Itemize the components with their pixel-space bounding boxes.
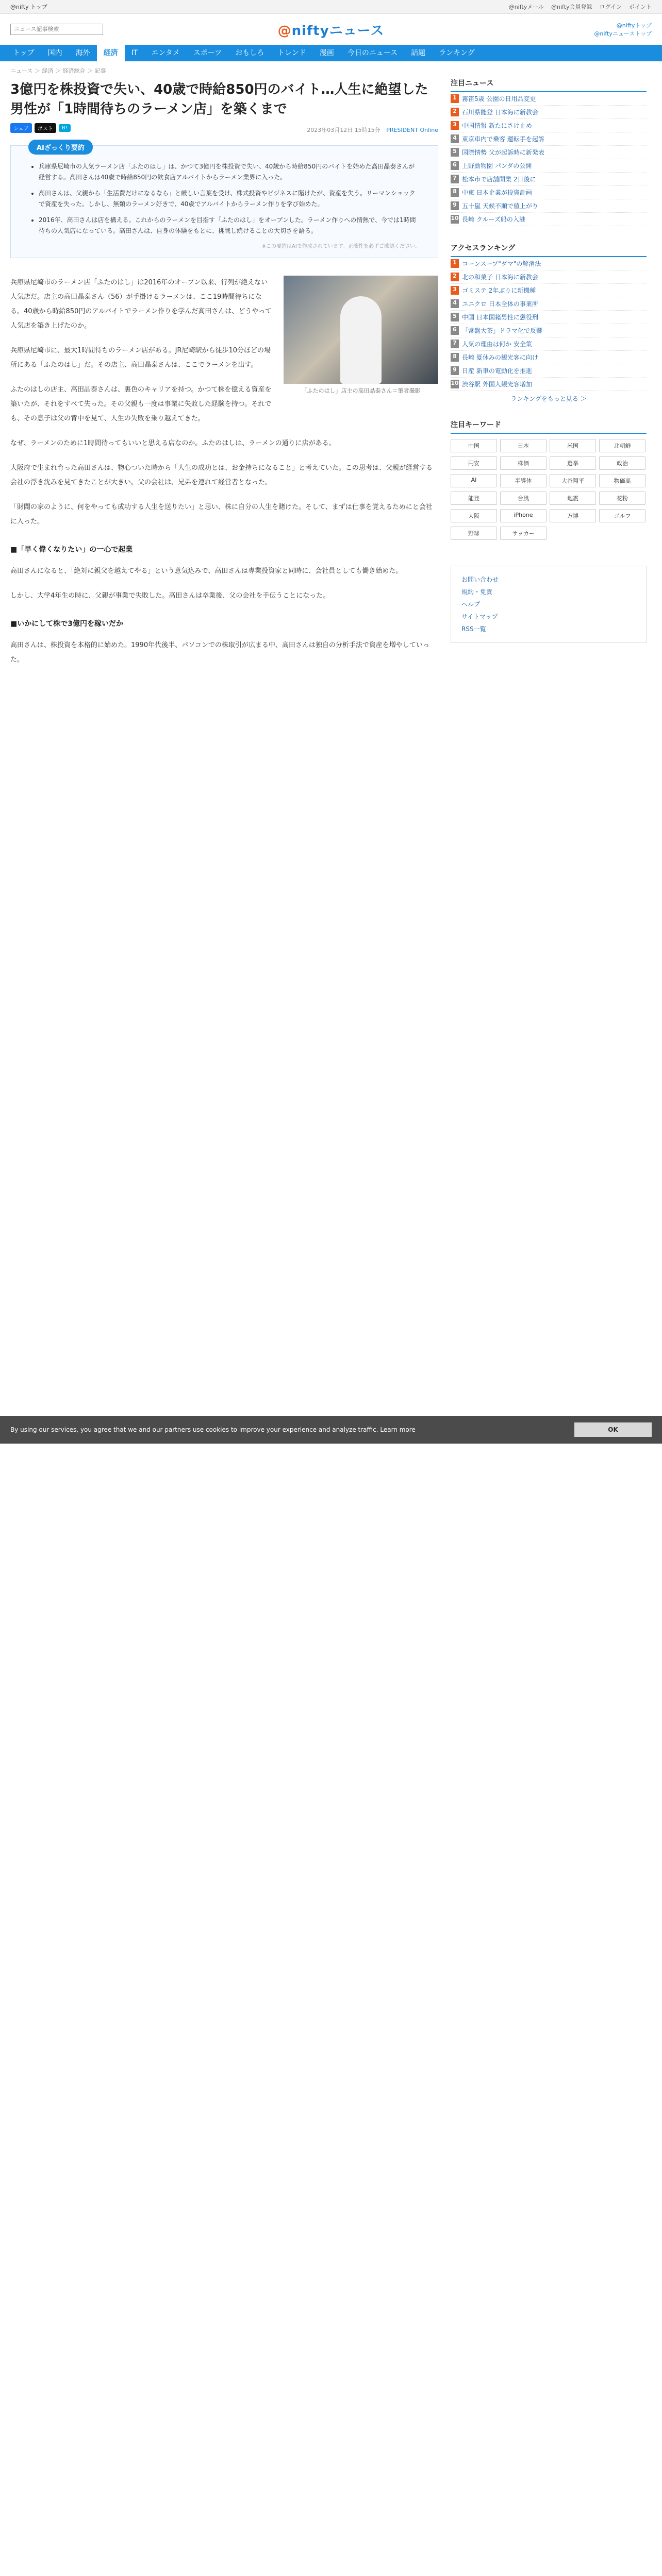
x-post-button[interactable]: ポスト: [35, 123, 56, 133]
focus-news-list: [451, 92, 647, 226]
keyword-tags: [451, 434, 647, 545]
nav-item-sports[interactable]: スポーツ: [193, 49, 222, 57]
article-date: 2023年03月12日 15時15分: [307, 127, 380, 133]
photo-caption: 「ふたのはし」店主の高田晶泰さん＝筆者撮影: [301, 387, 421, 394]
keyword-tag[interactable]: 日本: [500, 439, 547, 452]
access-ranking-heading: アクセスランキング: [451, 235, 647, 257]
hatena-bookmark-button[interactable]: B!: [59, 124, 71, 132]
keyword-tag[interactable]: 中国: [451, 439, 497, 452]
access-ranking-item[interactable]: 6 「常盤大茶」ドラマ化で反響: [451, 324, 647, 337]
site-header: [0, 14, 662, 45]
access-ranking-item[interactable]: 8 長崎 夏休みの観光客に向け: [451, 351, 647, 364]
header-links: [559, 21, 652, 38]
article-title: 3億円を株投資で失い、40歳で時給850円のバイト…人生に絶望した男性が「1時間待ちのラーメン店」を築くまで: [10, 82, 428, 117]
sidebar: [451, 61, 647, 677]
paragraph: 大阪府で生まれ育った高田さんは、物心ついた時から「人生の成功とは、お金持ちになること」と考えていた。この思考は、父親が経営する会社の浮き沈みを見てきたことが大きい。父の会社は、兄弟を連れて経営者となった。: [10, 464, 433, 486]
keyword-tag[interactable]: 政治: [599, 456, 646, 470]
keyword-tag[interactable]: 半導体: [500, 474, 547, 487]
cookie-consent-banner: [0, 1416, 662, 1444]
access-ranking-item[interactable]: 3 ゴミステ 2年ぶりに新機種: [451, 284, 647, 297]
keyword-tag[interactable]: 野球: [451, 527, 497, 540]
link-contact[interactable]: お問い合わせ: [461, 576, 499, 583]
nav-item-domestic[interactable]: 国内: [47, 49, 62, 57]
access-ranking-item[interactable]: 4 ユニクロ 日本全体の事業所: [451, 297, 647, 311]
section-heading: ■いかにして株で3億円を稼いだか: [10, 620, 123, 628]
access-ranking-list: [451, 257, 647, 391]
keyword-tag[interactable]: 花粉: [599, 492, 646, 505]
link-sitemap[interactable]: サイトマップ: [461, 613, 498, 620]
cookie-ok-button[interactable]: OK: [574, 1422, 652, 1437]
access-ranking-item[interactable]: 1 コーンスープ"ダマ"の解消法: [451, 257, 647, 270]
ranking-heading: 注目ニュース: [451, 71, 647, 92]
keyword-tag[interactable]: サッカー: [500, 527, 547, 540]
keyword-tag[interactable]: iPhone: [500, 509, 547, 522]
facebook-share-button[interactable]: シェア: [10, 123, 32, 133]
paragraph: 兵庫県尼崎市のラーメン店「ふたのはし」は2016年のオープン以来、行列が絶えない人気店だ。店主の高田晶泰さん（56）が手掛けるラーメンは、ここ19時間待ちになる。40歳から時給850円のアルバイトでラーメン作りを学んだ高田さんは、どうやって人気店を築き上げたのか。: [10, 279, 272, 330]
summary-item: • 兵庫県尼崎市の人気ラーメン店「ふたのはし」は、かつて3億円を株投資で失い、40歳から時給850円のバイトを始めた高田晶泰さんが経営する。高田さんは40歳で時給850円の飲食店アルバイトからラーメン業界に入った。: [39, 161, 420, 183]
keyword-tag[interactable]: 物価高: [599, 474, 646, 487]
section-heading: ■「早く偉くなりたい」の一心で起業: [10, 546, 133, 554]
nav-item-it[interactable]: IT: [131, 49, 138, 57]
paragraph: 高田さんになると、「絶対に親父を越えてやる」という意気込みで、高田さんは専業投資家と同時に、会社員としても働き始めた。: [10, 567, 403, 575]
paragraph: しかし、大学4年生の時に、父親が事業で失敗した。高田さんは卒業後、父の会社を手伝うことになった。: [10, 592, 330, 600]
nav-item-topic[interactable]: 話題: [411, 49, 426, 57]
keyword-tag[interactable]: 北朝鮮: [599, 439, 646, 452]
ranking-item[interactable]: 2 石川県能登 日本海に新教会: [451, 106, 647, 119]
access-ranking-item[interactable]: 2 北の和菓子 日本海に新教会: [451, 270, 647, 284]
keyword-tag[interactable]: 株価: [500, 456, 547, 470]
nav-item-trend[interactable]: トレンド: [277, 49, 306, 57]
keyword-tag[interactable]: 地震: [550, 492, 596, 505]
main-content: [0, 61, 662, 677]
keyword-tag[interactable]: 万博: [550, 509, 596, 522]
ranking-item[interactable]: 1 霧笛5歳 公園の日用品変更: [451, 92, 647, 106]
topbar-link-login[interactable]: ログイン: [599, 4, 622, 10]
sidebar-links-box: [451, 566, 647, 643]
topbar-link-register[interactable]: @nifty会員登録: [551, 4, 592, 10]
ranking-item[interactable]: 5 国際情勢 父が起訴時に新発表: [451, 146, 647, 159]
topbar-link-point[interactable]: ポイント: [629, 4, 652, 10]
search-input[interactable]: [10, 24, 103, 35]
keyword-tag[interactable]: 円安: [451, 456, 497, 470]
link-terms[interactable]: 規約・免責: [461, 588, 493, 596]
topbar-home-link[interactable]: @nifty トップ: [10, 4, 47, 10]
ranking-item[interactable]: 3 中国情報 新たにさけ止め: [451, 119, 647, 132]
paragraph: 兵庫県尼崎市に、最大1時間待ちのラーメン店がある。JR尼崎駅から徒歩10分ほどの場所にある「ふたのはし」だ。その店主、高田晶泰さんは、ここでラーメンを出す。: [10, 347, 271, 369]
ranking-item[interactable]: 7 松本市で店舗開業 2日後に: [451, 173, 647, 186]
summary-item: • 高田さんは、父親から「生活費だけになるなら」と厳しい言葉を受け、株式投資やビジネスに賭けたが、資産を失う。リーマンショックで資産を失った。しかし、無類のラーメン好きで、40歳でアルバイトからラーメン作りを学び始めた。: [39, 188, 420, 210]
access-ranking-item[interactable]: 10 渋谷駅 外国人観光客増加: [451, 378, 647, 391]
nav-item-top[interactable]: トップ: [13, 49, 35, 57]
keyword-tag[interactable]: 台風: [500, 492, 547, 505]
ranking-item[interactable]: 4 東京車内で乗客 運転手を起訴: [451, 132, 647, 146]
paragraph: なぜ、ラーメンのために1時間待ってもいいと思える店なのか。ふたのはしは、ラーメンの通りに店がある。: [10, 439, 336, 447]
ranking-more-link[interactable]: ランキングをもっと見る ＞: [510, 395, 587, 402]
access-ranking-item[interactable]: 7 人気の理由は何か 安全策: [451, 337, 647, 351]
article-meta: [10, 126, 438, 134]
ai-summary-box: [10, 145, 438, 258]
link-help[interactable]: ヘルプ: [461, 601, 481, 608]
keyword-tag[interactable]: 大谷翔平: [550, 474, 596, 487]
link-rss[interactable]: RSS一覧: [461, 625, 486, 633]
site-logo[interactable]: @niftyニュース: [277, 23, 385, 39]
nav-item-today[interactable]: 今日のニュース: [347, 49, 398, 57]
keyword-tag[interactable]: ゴルフ: [599, 509, 646, 522]
keyword-tag[interactable]: 大阪: [451, 509, 497, 522]
ranking-item[interactable]: 9 五十嵐 天候不順で値上がり: [451, 199, 647, 213]
category-nav: [0, 45, 662, 61]
paragraph: 高田さんは、株投資を本格的に始めた。1990年代後半、パソコンでの株取引が広まる中、高田さんは独自の分析手法で資産を増やしていった。: [10, 641, 429, 664]
article-body: [10, 276, 438, 667]
keyword-tag[interactable]: 選挙: [550, 456, 596, 470]
summary-note: ※この要約はAIで作成されています。正確性を必ずご確認ください。: [261, 244, 420, 249]
keyword-tag[interactable]: 米国: [550, 439, 596, 452]
keywords-heading: 注目キーワード: [451, 412, 647, 434]
paragraph: 「財閥の家のように、何をやっても成功する人生を送りたい」と思い、株に自分の人生を賭けた。そして、まずは仕事を覚えるためにと会社に入った。: [10, 503, 433, 526]
nav-item-fun[interactable]: おもしろ: [235, 49, 264, 57]
keyword-tag[interactable]: 能登: [451, 492, 497, 505]
nav-item-economy[interactable]: 経済: [97, 45, 125, 61]
keyword-tag[interactable]: AI: [451, 474, 497, 487]
ranking-item[interactable]: 8 中東 日本企業が投資計画: [451, 186, 647, 199]
header-link-top[interactable]: @niftyトップ: [616, 22, 652, 29]
summary-item: • 2016年、高田さんは店を構える。これからのラーメンを目指す「ふたのはし」をオープンした。ラーメン作りへの情熱で、今では1時間待ちの人気店になっている。高田さんは、自身の体験をもとに、挑戦し続けることの大切さを語る。: [39, 215, 420, 236]
ranking-item[interactable]: 10 長崎 クルーズ船の入港: [451, 213, 647, 226]
cookie-consent-text: By using our services, you agree that we and our partners use cookies to improve your experience and analyze traffic. Learn more: [10, 1426, 416, 1433]
nav-item-ranking[interactable]: ランキング: [439, 49, 475, 57]
article-source[interactable]: PRESIDENT Online: [386, 127, 438, 133]
access-ranking-item[interactable]: 5 中国 日本国籍男性に懲役刑: [451, 311, 647, 324]
nav-item-entertainment[interactable]: エンタメ: [151, 49, 180, 57]
topbar-link-mail[interactable]: @niftyメール: [508, 4, 544, 10]
ai-summary-tag: AIざっくり要約: [28, 140, 93, 155]
article-photo: [284, 276, 438, 395]
nav-item-world[interactable]: 海外: [75, 49, 90, 57]
top-utility-bar: [0, 0, 662, 14]
paragraph: ふたのはしの店主、高田晶泰さんは、裏色のキャリアを持つ。かつて株を億える資産を築いたが、それをすべて失った。その父親も一度は事業に失敗した経験を持つ。それでも、その息子は父の背中を見て、人生の失敗を乗り越えてきた。: [10, 386, 272, 422]
ranking-item[interactable]: 6 上野動物園 パンダの公開: [451, 159, 647, 173]
article: [10, 61, 451, 677]
header-link-news-top[interactable]: @niftyニューストップ: [594, 30, 652, 37]
access-ranking-item[interactable]: 9 日産 新車の電動化を推進: [451, 364, 647, 378]
nav-item-manga[interactable]: 漫画: [319, 49, 334, 57]
breadcrumb[interactable]: ニュース ＞ 経済 ＞ 経済総合 ＞ 記事: [10, 67, 106, 74]
ramen-shop-owner-image: [284, 276, 438, 384]
